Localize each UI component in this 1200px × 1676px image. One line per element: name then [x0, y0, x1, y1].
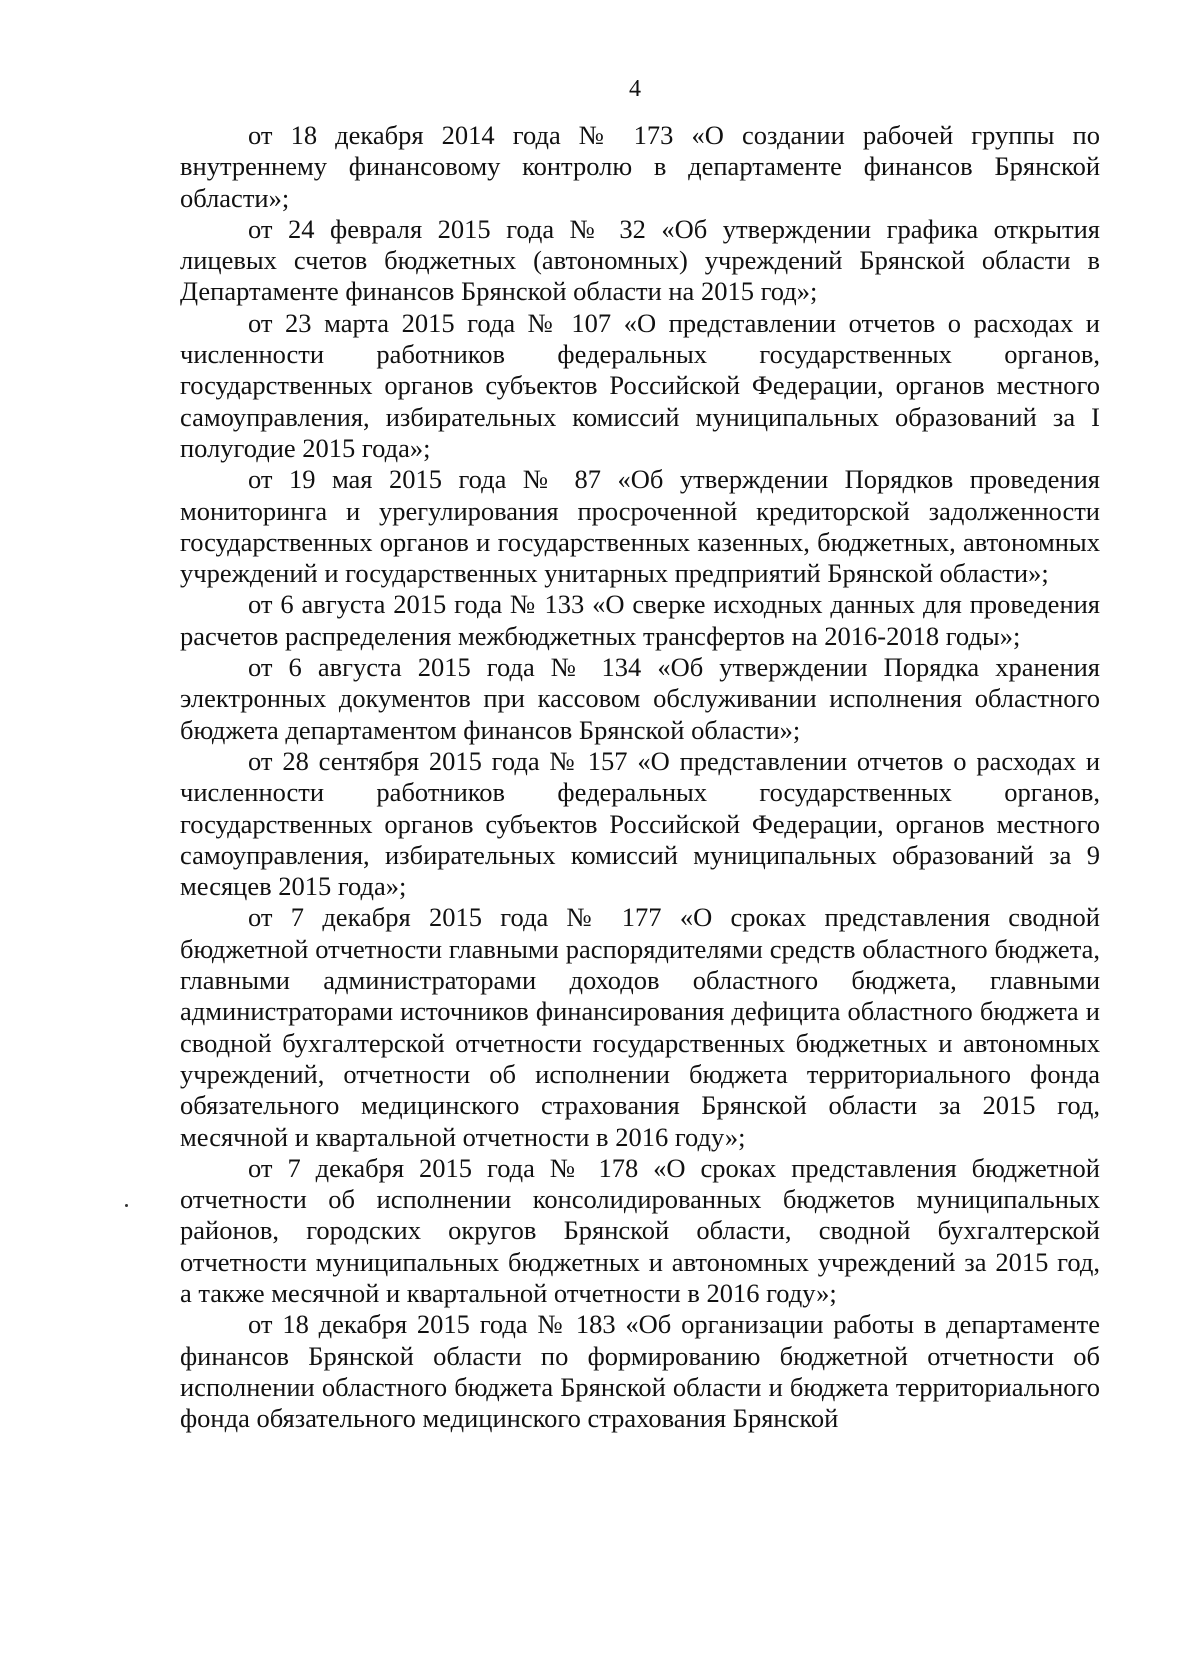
- paragraph-order-87-2015: от 19 мая 2015 года № 87 «Об утверждении Порядков проведения мониторинга и урегулирования просроченной кредиторской задолженности государственных органов и государственных казенных, бюджетных, автономных учреждений и государственных унитарных предприятий Брянской области»;: [180, 464, 1100, 589]
- paragraph-order-173-2014: от 18 декабря 2014 года № 173 «О создании рабочей группы по внутреннему финансовому контролю в департаменте финансов Брянской области»;: [180, 120, 1100, 213]
- paragraph-order-177-2015: от 7 декабря 2015 года № 177 «О сроках представления сводной бюджетной отчетности главными распорядителями средств областного бюджета, главными администраторами доходов областного бюджета, главными администраторами источников финансирования дефицита областного бюджета и сводной бухгалтерской отчетности государственных бюджетных и автономных учреждений, отчетности об исполнении бюджета территориального фонда обязательного медицинского страхования Брянской области за 2015 год, месячной и квартальной отчетности в 2016 году»;: [180, 902, 1100, 1152]
- paragraph-order-134-2015: от 6 августа 2015 года № 134 «Об утверждении Порядка хранения электронных документов при кассовом обслуживании исполнения областного бюджета департаментом финансов Брянской области»;: [180, 652, 1100, 745]
- paragraph-order-32-2015: от 24 февраля 2015 года № 32 «Об утверждении графика открытия лицевых счетов бюджетных (автономных) учреждений Брянской области в Департаменте финансов Брянской области на 2015 год»;: [180, 213, 1100, 307]
- paragraph-order-107-2015: от 23 марта 2015 года № 107 «О представлении отчетов о расходах и численности работников федеральных государственных органов, государственных органов субъектов Российской Федерации, органов местного самоуправления, избирательных комиссий муниципальных образований за I полугодие 2015 года»;: [180, 307, 1100, 463]
- paragraph-order-178-2015: от 7 декабря 2015 года № 178 «О сроках представления бюджетной отчетности об исполнении консолидированных бюджетов муниципальных районов, городских округов Брянской области, сводной бухгалтерской отчетности муниципальных бюджетных и автономных учреждений за 2015 год, а также месячной и квартальной отчетности в 2016 году»;: [180, 1152, 1100, 1308]
- paragraph-order-183-2015: от 18 декабря 2015 года № 183 «Об организации работы в департаменте финансов Брянской области по формированию бюджетной отчетности об исполнении областного бюджета Брянской области и бюджета территориального фонда обязательного медицинского страхования Брянской: [180, 1309, 1100, 1434]
- scan-speck: [125, 1204, 128, 1207]
- paragraph-order-133-2015: от 6 августа 2015 года № 133 «О сверке исходных данных для проведения расчетов распределения межбюджетных трансфертов на 2016-2018 годы»;: [180, 589, 1100, 651]
- paragraph-order-157-2015: от 28 сентября 2015 года № 157 «О представлении отчетов о расходах и численности работников федеральных государственных органов, государственных органов субъектов Российской Федерации, органов местного самоуправления, избирательных комиссий муниципальных образований за 9 месяцев 2015 года»;: [180, 745, 1100, 902]
- document-body: [180, 120, 1100, 1434]
- page-number: 4: [629, 76, 641, 102]
